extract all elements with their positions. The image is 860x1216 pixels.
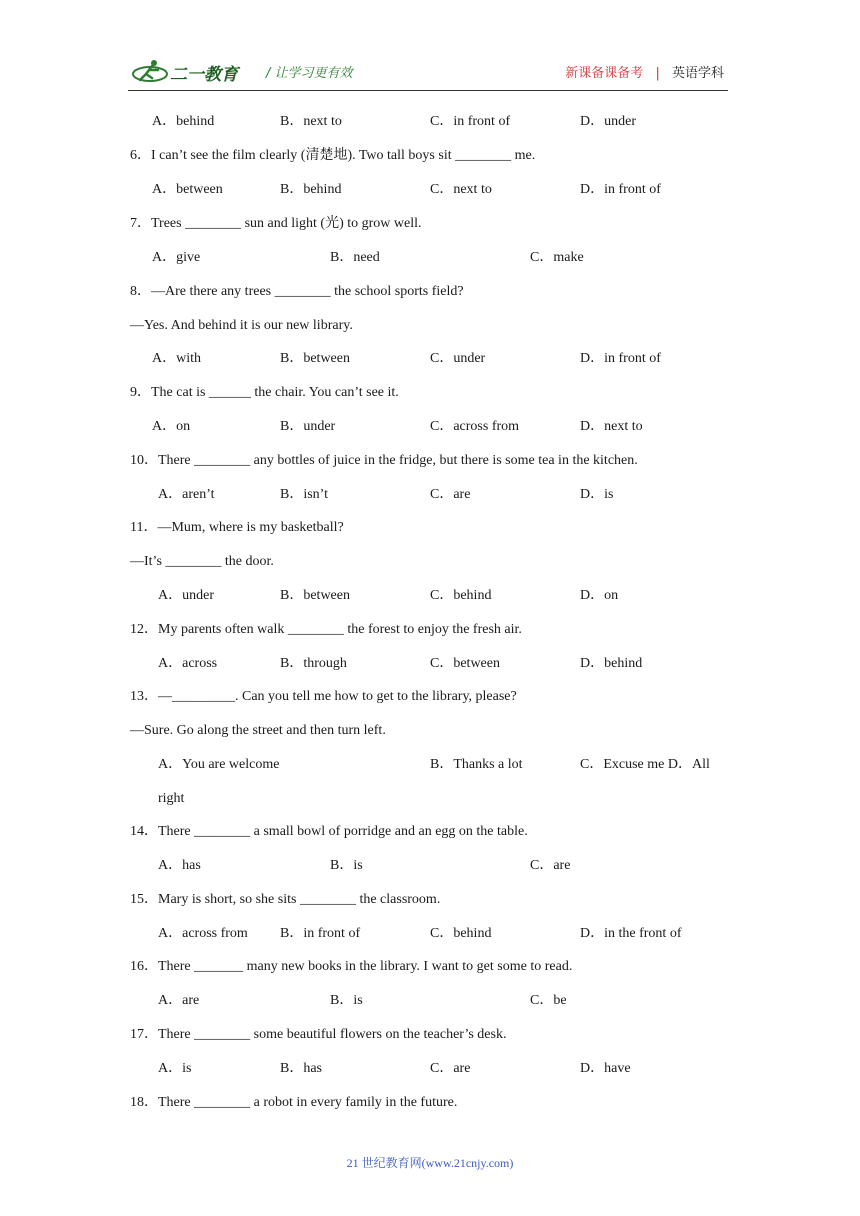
q5-option-c: C．in front of: [430, 114, 511, 129]
q17-option-d: D．have: [580, 1061, 631, 1076]
q8-reply: —Yes. And behind it is our new library.: [130, 318, 353, 333]
q14-option-b: B．is: [330, 858, 363, 873]
q12-option-c: C．between: [430, 656, 500, 671]
q7-option-c: C．make: [530, 250, 584, 265]
q15-option-b: B．in front of: [280, 926, 361, 941]
q14-option-a: A．has: [158, 858, 201, 873]
q12-option-a: A．across: [158, 656, 218, 671]
q6-option-c: C．next to: [430, 182, 492, 197]
q5-option-b: B．next to: [280, 114, 342, 129]
q8-option-c: C．under: [430, 351, 486, 366]
q8-option-a: A．with: [152, 351, 201, 366]
q6-option-d: D．in front of: [580, 182, 661, 197]
q15-option-c: C．behind: [430, 926, 492, 941]
logo: [130, 58, 250, 88]
q15-option-a: A．across from: [158, 926, 248, 941]
q16-option-a: A．are: [158, 993, 200, 1008]
q10-option-c: C．are: [430, 487, 471, 502]
q12-stem: 12．My parents often walk ________ the forest to enjoy the fresh air.: [130, 622, 522, 637]
q10-stem: 10．There ________ any bottles of juice in the fridge, but there is some tea in the kitchen.: [130, 453, 638, 468]
q6-option-b: B．behind: [280, 182, 342, 197]
q11-option-b: B．between: [280, 588, 350, 603]
q7-option-b: B．need: [330, 250, 380, 265]
q11-option-a: A．under: [158, 588, 214, 603]
q17-option-b: B．has: [280, 1061, 322, 1076]
q5-option-a: A．behind: [152, 114, 215, 129]
header-subject: 英语学科: [671, 66, 724, 81]
q11-reply: —It’s ________ the door.: [130, 554, 274, 569]
q15-option-d: D．in the front of: [580, 926, 682, 941]
q17-option-a: A．is: [158, 1061, 192, 1076]
q9-option-c: C．across from: [430, 419, 520, 434]
q9-stem: 9．The cat is ______ the chair. You can’t see it.: [130, 385, 399, 400]
page-footer: 21 世纪教育网(www.21cnjy.com): [346, 1156, 514, 1170]
q8-option-d: D．in front of: [580, 351, 661, 366]
q16-option-c: C．be: [530, 993, 567, 1008]
q13-option-cd: C．Excuse me D．All: [580, 757, 710, 772]
q13-reply: —Sure. Go along the street and then turn left.: [130, 723, 386, 738]
q12-option-d: D．behind: [580, 656, 643, 671]
slogan: / 让学习更有效: [266, 66, 353, 81]
q14-stem: 14．There ________ a small bowl of porridge and an egg on the table.: [130, 824, 528, 839]
q17-stem: 17．There ________ some beautiful flowers on the teacher’s desk.: [130, 1027, 507, 1042]
q9-option-b: B．under: [280, 419, 336, 434]
q8-option-b: B．between: [280, 351, 350, 366]
header-course-label: 新课备课备考: [565, 66, 644, 81]
q11-option-c: C．behind: [430, 588, 492, 603]
q12-option-b: B．through: [280, 656, 347, 671]
q7-option-a: A．give: [152, 250, 201, 265]
q6-option-a: A．between: [152, 182, 223, 197]
q5-option-d: D．under: [580, 114, 636, 129]
q17-option-c: C．are: [430, 1061, 471, 1076]
page-header: [128, 56, 728, 91]
header-separator: |: [655, 66, 660, 81]
q15-stem: 15．Mary is short, so she sits ________ the classroom.: [130, 892, 441, 907]
q18-stem: 18．There ________ a robot in every family in the future.: [130, 1095, 458, 1110]
q13-option-b: B．Thanks a lot: [430, 757, 523, 772]
q11-option-d: D．on: [580, 588, 619, 603]
q10-option-b: B．isn’t: [280, 487, 328, 502]
header-right: [565, 62, 724, 81]
q9-option-a: A．on: [152, 419, 191, 434]
q14-option-c: C．are: [530, 858, 571, 873]
q10-option-a: A．aren’t: [158, 487, 215, 502]
q10-option-d: D．is: [580, 487, 614, 502]
q6-stem: 6．I can’t see the film clearly (清楚地). Two tall boys sit ________ me.: [130, 148, 536, 163]
q13-option-a: A．You are welcome: [158, 757, 280, 772]
q13-option-wrap: right: [158, 791, 185, 806]
q16-stem: 16．There _______ many new books in the library. I want to get some to read.: [130, 959, 573, 974]
q13-stem: 13．—_________. Can you tell me how to get to the library, please?: [130, 689, 517, 704]
q16-option-b: B．is: [330, 993, 363, 1008]
q7-stem: 7．Trees ________ sun and light (光) to grow well.: [130, 216, 422, 231]
q8-stem: 8．—Are there any trees ________ the school sports field?: [130, 284, 464, 299]
logo-text: 二一教育: [170, 65, 238, 85]
q11-stem: 11．—Mum, where is my basketball?: [130, 520, 344, 535]
q9-option-d: D．next to: [580, 419, 643, 434]
